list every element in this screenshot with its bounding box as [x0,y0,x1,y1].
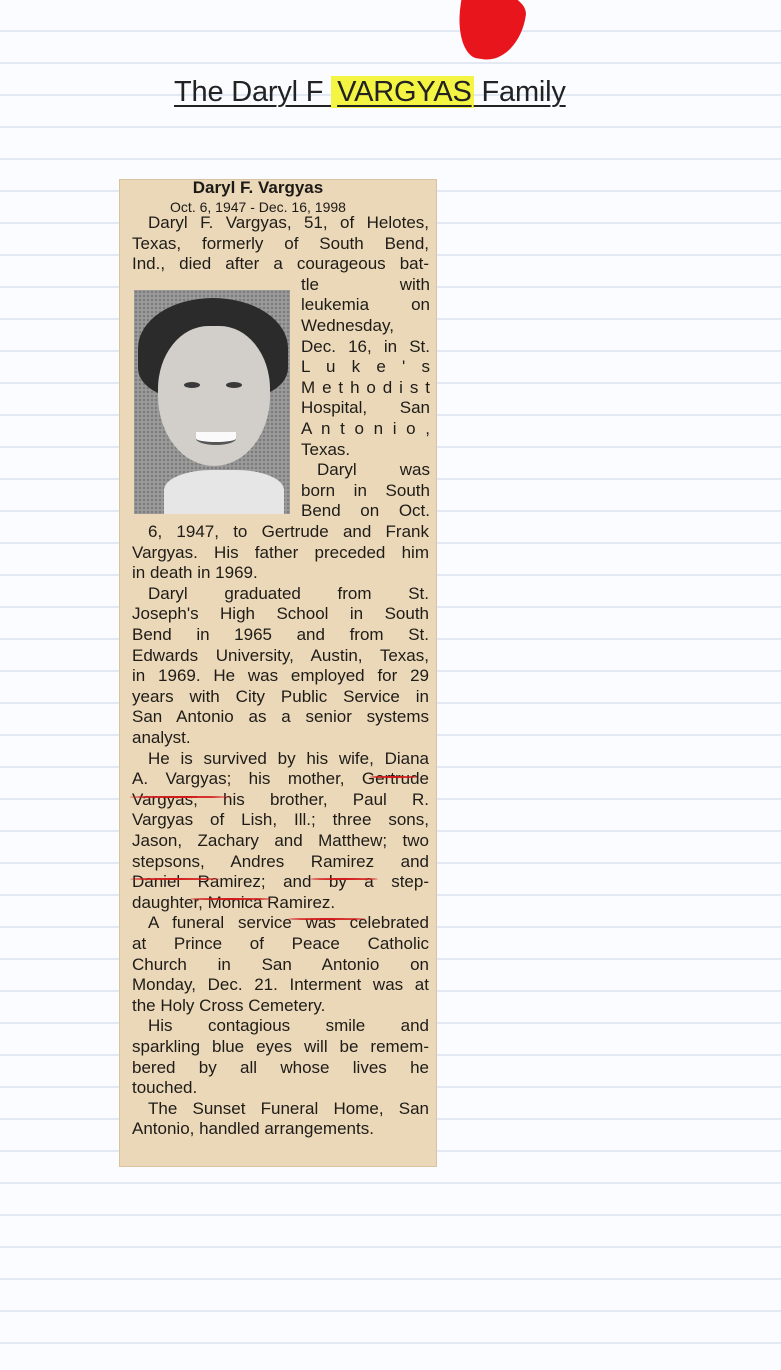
obituary-line: bered by all whose lives he [132,1057,429,1077]
red-underline-andres-ramirez [310,878,378,880]
photo-eye-right [226,382,242,388]
obituary-line: stepsons, Andres Ramirez and [132,851,429,871]
obituary-line: Daryl F. Vargyas, 51, of Helotes, [148,213,429,232]
obituary-line: San Antonio as a senior systems [132,707,429,727]
obituary-line: Daniel Ramirez; and by a step- [132,872,429,892]
obituary-line: Bend on Oct. [301,501,430,521]
photo-face [158,326,270,466]
obituary-line: sparkling blue eyes will be remem- [132,1037,429,1056]
page-title [174,76,566,109]
obituary-line: A n t o n i o , [301,419,430,438]
red-underline-stepsons [130,878,220,880]
obituary-line: years with City Public Service in [132,686,429,706]
obituary-line: Church in San Antonio on [132,954,429,974]
obituary-line: A. Vargyas; his mother, Gertrude [132,769,429,789]
obituary-line: Daryl was [317,460,430,480]
obituary-line: Edwards University, Austin, Texas, [132,645,429,665]
photo-eye-left [184,382,200,388]
obituary-line: Texas, formerly of South Bend, [132,233,429,253]
red-tab-marker [454,0,529,64]
portrait-photo [134,290,290,514]
obituary-line: Vargyas. His father preceded him [132,542,429,562]
red-underline-daniel-ramirez [190,898,272,900]
obituary-line: leukemia on [301,295,430,315]
obituary-line: Texas. [301,439,351,459]
obituary-line: Wednesday, [301,316,394,335]
obituary-line: in 1969. He was employed for 29 [132,666,429,686]
obituary-line: touched. [132,1078,198,1098]
title-surname-highlight: VARGYAS [331,76,474,108]
obituary-line: analyst. [132,728,191,747]
obituary-line: Jason, Zachary and Matthew; two [132,831,429,850]
obituary-line: daughter, Monica Ramirez. [132,892,336,912]
obituary-line: Vargyas of Lish, Ill.; three sons, [132,810,429,830]
obituary-line: at Prince of Peace Catholic [132,934,429,953]
obituary-line: Vargyas; his brother, Paul R. [132,789,429,809]
obituary-line: in death in 1969. [132,563,258,583]
obituary-line: 6, 1947, to Gertrude and Frank [148,522,429,541]
photo-smile [196,432,236,445]
title-prefix: The Daryl F [174,76,332,108]
obituary-line: His contagious smile and [148,1016,429,1036]
obituary-name: Daryl F. Vargyas [192,178,324,197]
obituary-line: Hospital, San [301,398,430,418]
obituary-clipping [120,180,436,1166]
obituary-line: He is survived by his wife, Diana [148,748,429,768]
obituary-line: Ind., died after a courageous bat- [132,254,429,274]
obituary-line: L u k e ' s [301,357,430,377]
red-underline-monica-ramirez [288,918,366,920]
obituary-line: Antonio, handled arrangements. [132,1119,374,1139]
obituary-line: Daryl graduated from St. [148,583,429,603]
obituary-line: The Sunset Funeral Home, San [148,1098,429,1118]
obituary-line: Monday, Dec. 21. Interment was at [132,975,429,995]
obituary-dates: Oct. 6, 1947 - Dec. 16, 1998 [170,199,346,215]
obituary-line: Dec. 16, in St. [301,336,430,356]
obituary-line: born in South [301,480,430,500]
red-underline-diana [370,776,418,778]
obituary-line: A funeral service was celebrated [148,913,429,933]
photo-shirt [164,470,284,514]
obituary-line: the Holy Cross Cemetery. [132,995,326,1015]
obituary-line: M e t h o d i s t [301,377,430,397]
red-underline-vargyas [130,796,230,798]
obituary-line: Bend in 1965 and from St. [132,625,429,644]
title-suffix: Family [473,76,566,108]
obituary-line: tle with [301,274,430,294]
obituary-line: Joseph's High School in South [132,604,429,624]
